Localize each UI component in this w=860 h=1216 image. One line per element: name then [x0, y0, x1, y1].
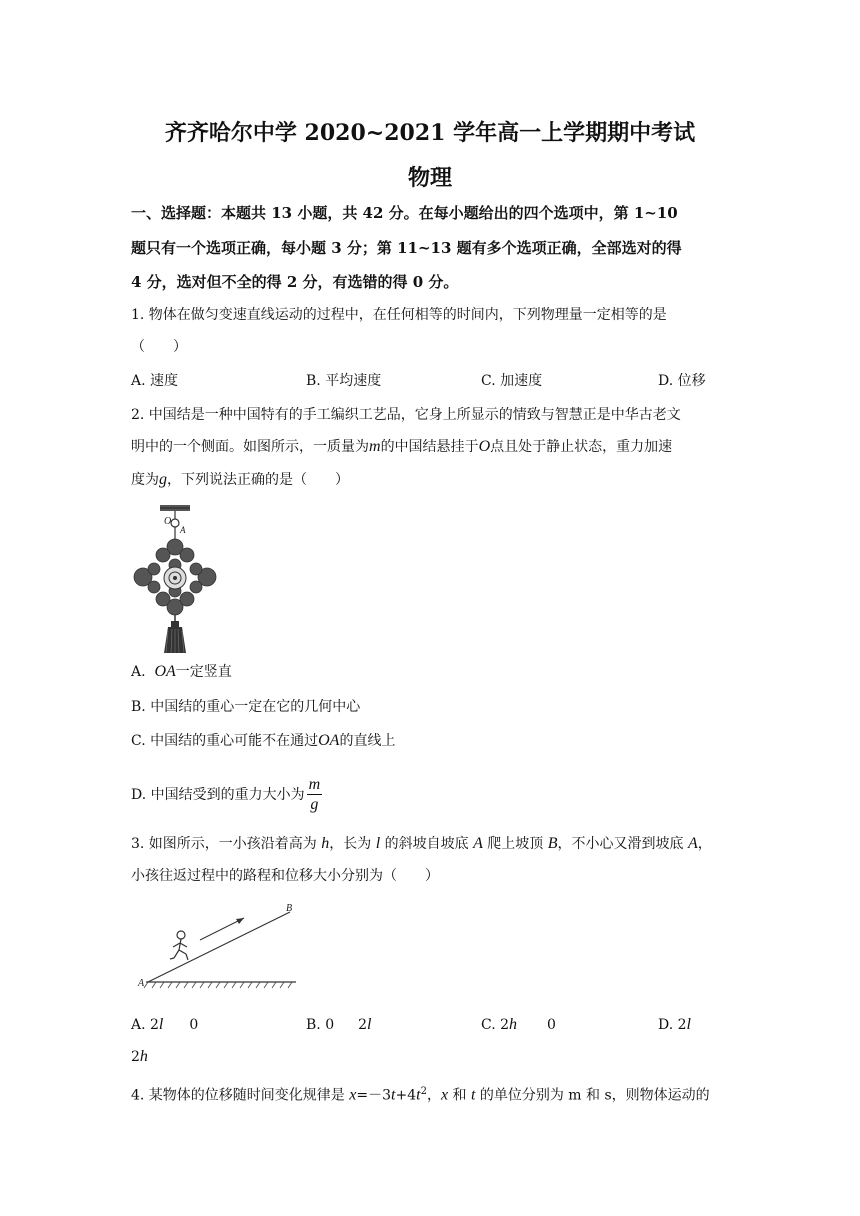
q1-option-c: C. 加速度	[481, 373, 543, 389]
slope-label-b: B	[286, 903, 293, 914]
figure-label-o: O	[164, 516, 172, 527]
child-figure	[170, 931, 188, 960]
q3-option-d: D. 2l	[658, 1016, 691, 1033]
section-instructions-line3: 4 分，选对但不全的得 2 分，有选错的得 0 分。	[131, 273, 459, 291]
q3-option-a: A. 2l 0	[131, 1016, 199, 1033]
q3-stem-line1: 3. 如图所示，一小孩沿着高为 h，长为 l 的斜坡自坡底 A 爬上坡顶 B，不小心又滑到坡底 A，	[131, 835, 712, 852]
q2-option-d: D. 中国结受到的重力大小为 $\frac{m}{g}$	[131, 776, 321, 813]
section-instructions-line2: 题只有一个选项正确，每小题 3 分；第 11~13 题有多个选项正确，全部选对的得	[131, 239, 682, 257]
q2-stem-line1: 2. 中国结是一种中国特有的手工编织工艺品，它身上所显示的情致与智慧正是中华古老文	[131, 407, 681, 423]
slope-figure	[136, 902, 302, 992]
q2-option-c: C. 中国结的重心可能不在通过OA的直线上	[131, 732, 396, 749]
q2-option-b: B. 中国结的重心一定在它的几何中心	[131, 699, 361, 715]
q3-option-c: C. 2h 0	[481, 1016, 556, 1033]
slope-label-a: A	[138, 978, 145, 989]
q1-answer-paren: （ ）	[131, 339, 187, 355]
q1-stem: 1. 物体在做匀变速直线运动的过程中，在任何相等的时间内，下列物理量一定相等的是	[131, 307, 667, 323]
section-instructions-line1: 一、选择题：本题共 13 小题，共 42 分。在每小题给出的四个选项中，第 1~10	[131, 204, 678, 222]
q1-option-d: D. 位移	[658, 373, 706, 389]
q1-option-b: B. 平均速度	[306, 373, 382, 389]
q2-stem-line2: 明中的一个侧面。如图所示，一质量为m的中国结悬挂于O点且处于静止状态，重力加速	[131, 438, 673, 455]
figure-label-a: A	[180, 525, 186, 535]
subject-title: 物理	[407, 165, 452, 191]
q1-option-a: A. 速度	[131, 373, 179, 389]
q3-option-b: B. 0 2l	[306, 1016, 372, 1033]
q4-stem: 4. 某物体的位移随时间变化规律是 $x=-3t+4t^2$，x 和 t 的单位分别为 m 和 s，则物体运动的	[131, 1086, 710, 1104]
q3-stem-line2: 小孩往返过程中的路程和位移大小分别为（ ）	[131, 868, 439, 884]
exam-title: 齐齐哈尔中学 2020~2021 学年高一上学期期中考试	[164, 120, 696, 146]
q2-option-a: A. OA一定竖直	[131, 663, 232, 680]
q2-stem-line3: 度为g，下列说法正确的是（ ）	[131, 471, 349, 488]
chinese-knot-figure	[128, 503, 218, 655]
fraction-m-over-g: $\frac{m}{g}$	[308, 776, 321, 813]
q3-option-d-continued: 2h	[131, 1048, 148, 1065]
